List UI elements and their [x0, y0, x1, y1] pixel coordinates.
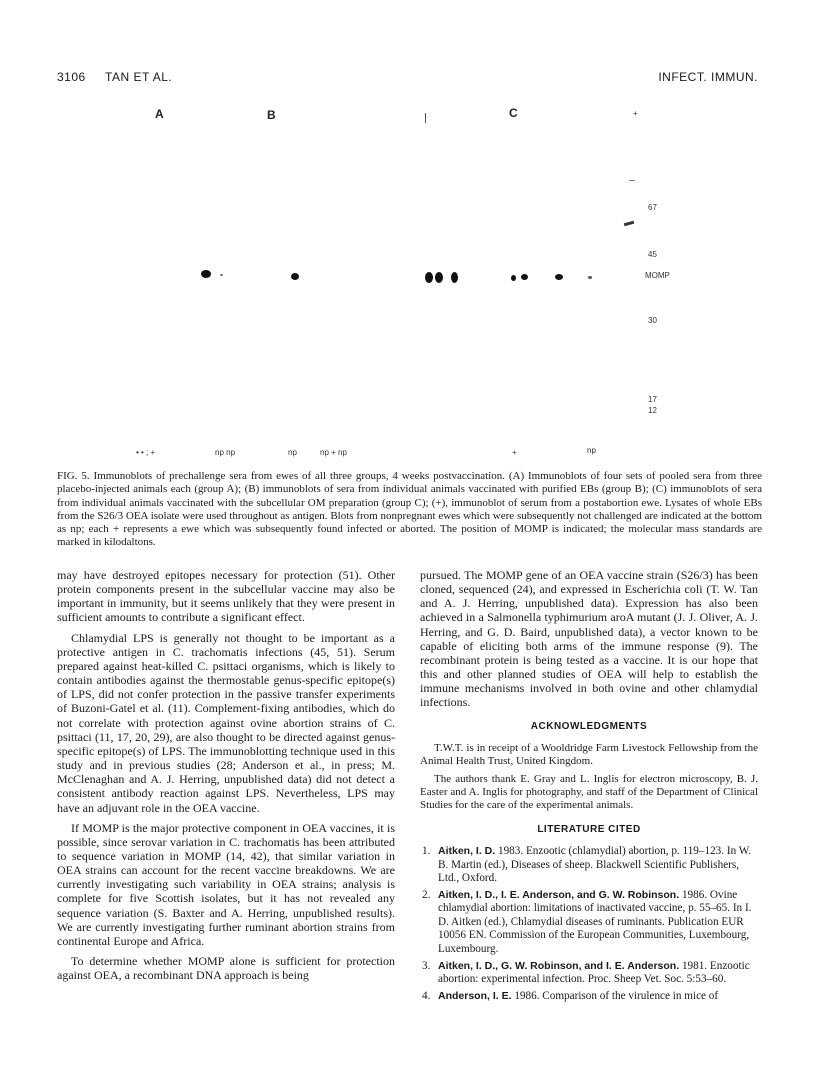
immunoblot-figure	[0, 100, 816, 470]
mw-marker-67: 67	[648, 203, 657, 212]
marker-band	[624, 221, 634, 226]
reference-text: 1981. Enzootic abortion: experimental infection. Proc. Sheep Vet. Soc. 5:53–60.	[438, 959, 750, 986]
acknowledgment: The authors thank E. Gray and L. Inglis for electron microscopy, B. J. Easter and A. Inglis for photography, and staff of the Department of Clinical Studies for the care of the experimental animals.	[420, 772, 758, 812]
right-column	[420, 568, 758, 1006]
literature-heading: LITERATURE CITED	[537, 823, 641, 835]
paragraph: If MOMP is the major protective component in OEA vaccines, it is possible, since serovar variation in C. trachomatis has been attributed to sequence variation in MOMP (14, 42), that similar variation in OEA strains can account for the recent vaccine breakdowns. We are currently investigating such variability in OEA strains; analysis is complete for five Scottish isolates, but it has not revealed any sequence variation (S. Baxter and A. Herring, unpublished results). We are currently investigating further ruminant abortion strains from continental Europe and Africa.	[57, 820, 395, 948]
paragraph: To determine whether MOMP alone is sufficient for protection against OEA, a recombinant DNA approach is being	[57, 954, 395, 983]
paragraph: Chlamydial LPS is generally not thought to be important as a protective antigen in C. trachomatis infections (45, 51). Serum prepared against heat-killed C. psittaci organisms, which is likely to contain antibodies against the thermostable genus-specific epitope(s) of LPS, did not confer protection in the passive transfer experiments of Buzoni-Gatel et al. (11). Complement-fixing antibodies, which do not correlate with protection against ovine abortion strains of C. psittaci (11, 17, 20, 29), are also thought to be directed against genus-specific epitope(s) of LPS. The immunoblotting technique used in this study and in previous studies (28; Anderson et al., in press; M. McClenaghan and A. J. Herring, unpublished data) did not detect a consistent antibody reaction against LPS. Nevertheless, LPS may have an adjuvant role in the OEA vaccine.	[57, 630, 395, 815]
caption-text: Immunoblots of prechallenge sera from ewes of all three groups, 4 weeks postvaccination. (A) Immunoblots of four sets of pooled sera from three placebo-injected animals each (group A); (B) immunoblots of sera from individual animals vaccinated with purified EBs (group B); (C) immunoblots of sera from individual animals vaccinated with the subcellular OM preparation (group C); (+), immunoblot of serum from a postabortion ewe. Lysates of whole EBs from the S26/3 OEA isolate were used throughout as antigen. Blots from nonpregnant ewes which were subsequently not challenged are indicated at the bottom as np; each + represents a ewe which was subsequently found infected or aborted. The position of MOMP is indicated; the molecular mass standards are marked in kilodaltons.	[57, 470, 763, 549]
plus-marker-top: +	[633, 109, 638, 118]
figure-caption	[57, 470, 762, 550]
reference-authors: Aitken, I. D., I. E. Anderson, and G. W. Robinson.	[438, 888, 680, 901]
paragraph: pursued. The MOMP gene of an OEA vaccine strain (S26/3) has been cloned, sequenced (24), and expressed in Escherichia coli (T. W. Tan and A. J. Herring, unpublished data). Expression has also been achieved in a Salmonella typhimurium aroA mutant (J. J. Oliver, A. J. Herring, and G. D. Baird, unpublished data), a vector known to be capable of eliciting both arms of the immune response (9). The recombinant protein is being tested as a vaccine. It is our hope that this and other planned studies of OEA will help to establish the immune mechanisms involved in both ovine and other chlamydial infections.	[420, 568, 758, 710]
momp-band-c4	[511, 275, 516, 281]
reference-number: 2.	[422, 888, 431, 901]
panel-label-c: C	[509, 106, 518, 120]
reference-authors: Anderson, I. E.	[438, 989, 512, 1002]
running-authors: TAN ET AL.	[105, 70, 173, 84]
lane-tick	[425, 113, 426, 123]
reference-authors: Aitken, I. D.	[438, 844, 496, 857]
acknowledgment: T.W.T. is in receipt of a Wooldridge Farm Livestock Fellowship from the Animal Health Trust, United Kingdom.	[420, 741, 758, 768]
momp-band-b1	[291, 273, 299, 280]
momp-band-a2	[220, 274, 223, 276]
reference-text: 1983. Enzootic (chlamydial) abortion, p. 119–123. In W. B. Martin (ed.), Diseases of sheep. Blackwell Scientific Publishers, Ltd., Oxford.	[438, 844, 752, 885]
mw-marker-45: 45	[648, 250, 657, 259]
momp-band-c6	[555, 274, 563, 280]
paragraph: may have destroyed epitopes necessary for protection (51). Other protein components present in the subcellular vaccine may also be important in immunity, but it seems unlikely that they were present in sufficient amounts to contribute a significant effect.	[57, 568, 395, 625]
momp-band-c1	[425, 272, 433, 283]
np-label-c: np	[587, 446, 596, 455]
reference-item	[420, 845, 758, 886]
figure-label: FIG. 5.	[57, 470, 90, 482]
reference-item	[420, 889, 758, 957]
left-column	[57, 568, 395, 982]
mw-marker-12: 12	[648, 406, 657, 415]
reference-authors: Aitken, I. D., G. W. Robinson, and I. E. Anderson.	[438, 959, 680, 972]
panel-label-a: A	[155, 107, 164, 121]
reference-item	[420, 960, 758, 987]
lane-marks-a: • • ; +	[136, 448, 156, 457]
momp-band-c2	[435, 272, 443, 283]
plus-marker-c: +	[512, 448, 517, 457]
mw-marker-17: 17	[648, 395, 657, 404]
momp-band-c7	[588, 276, 592, 279]
mw-marker-30: 30	[648, 316, 657, 325]
reference-text: 1986. Ovine chlamydial abortion: limitations of inactivated vaccine, p. 55–65. In I. D. Aitken (ed.), Chlamydial diseases of ruminants. Publication EUR 10056 EN. Commission of the European Communities, Luxembourg, Luxembourg.	[438, 888, 752, 956]
np-labels-a: np np	[215, 448, 236, 457]
acknowledgments-heading: ACKNOWLEDGMENTS	[530, 720, 648, 732]
momp-band-c5	[521, 274, 528, 280]
momp-band-c3	[451, 272, 458, 283]
momp-label: MOMP	[645, 271, 670, 280]
reference-number: 1.	[422, 844, 431, 857]
reference-number: 3.	[422, 959, 431, 972]
page-number: 3106	[57, 70, 86, 84]
marker-tick	[629, 180, 635, 181]
reference-number: 4.	[422, 989, 431, 1002]
panel-label-b: B	[267, 108, 276, 122]
reference-item	[420, 990, 758, 1004]
np-label-b1: np	[288, 448, 297, 457]
journal-name: INFECT. IMMUN.	[658, 70, 758, 84]
momp-band-a1	[201, 270, 211, 278]
reference-text: 1986. Comparison of the virulence in mice of	[514, 989, 719, 1002]
np-labels-b2: np + np	[320, 448, 347, 457]
